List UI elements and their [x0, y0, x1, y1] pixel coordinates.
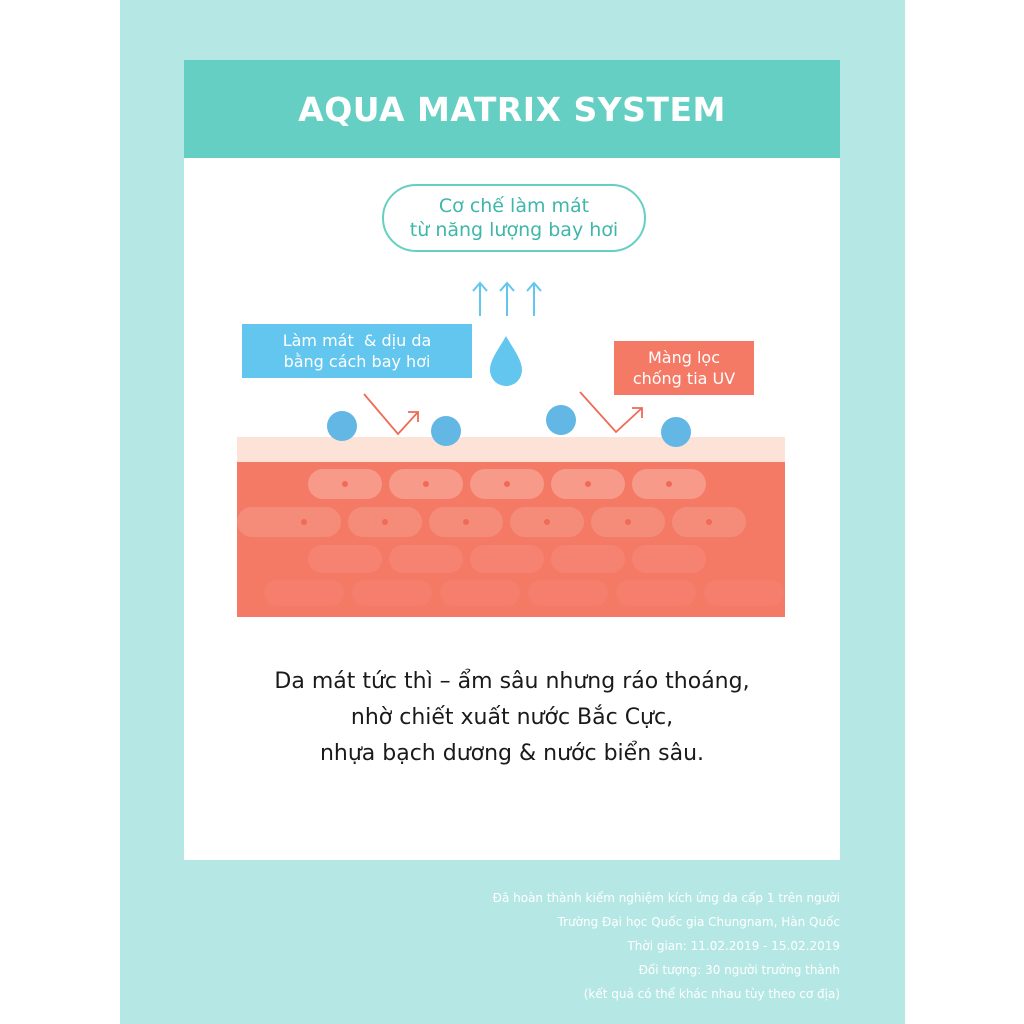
skin-cell-nucleus: [706, 519, 712, 525]
up-arrow-icon: [500, 283, 514, 316]
skin-cell: [264, 580, 344, 606]
footnote-line: Trường Đại học Quốc gia Chungnam, Hàn Quốc: [557, 915, 840, 929]
skin-cell-nucleus: [504, 481, 510, 487]
skin-cell-nucleus: [625, 519, 631, 525]
test-footnote: [280, 886, 840, 1006]
skin-cell-nucleus: [666, 481, 672, 487]
water-particle-icon: [431, 416, 461, 446]
description-line: nhựa bạch dương & nước biển sâu.: [319, 741, 705, 766]
skin-cell: [632, 545, 706, 573]
skin-diagram: [184, 60, 840, 660]
footnote-line: Thời gian: 11.02.2019 - 15.02.2019: [627, 939, 840, 953]
bubble-line: Cơ chế làm mát: [438, 195, 590, 217]
skin-cell-nucleus: [301, 519, 307, 525]
skin-cell: [237, 507, 341, 537]
bubble-line: từ năng lượng bay hơi: [409, 219, 619, 241]
product-description: [184, 664, 840, 772]
uv-filter-label-line: chống tia UV: [632, 369, 736, 388]
cooling-label: [242, 324, 472, 378]
cooling-label-line: Làm mát & dịu da: [282, 331, 432, 350]
skin-cell-nucleus: [585, 481, 591, 487]
description-line: Da mát tức thì – ẩm sâu nhưng ráo thoáng,: [274, 669, 750, 694]
water-drop-icon: [490, 336, 522, 386]
footnote-line: Đã hoàn thành kiểm nghiệm kích ứng da cấp 1 trên người: [492, 891, 840, 905]
uv-filter-label-line: Màng lọc: [647, 348, 721, 367]
skin-cell-nucleus: [463, 519, 469, 525]
evaporation-mechanism-bubble: [382, 184, 646, 252]
up-arrow-icon: [473, 283, 487, 316]
water-particle-icon: [327, 411, 357, 441]
uv-reflect-arrow-icon: [580, 392, 642, 432]
cooling-label-line: bằng cách bay hơi: [283, 352, 431, 371]
footnote-line: Đối tượng: 30 người trưởng thành: [638, 963, 840, 977]
skin-cell: [440, 580, 520, 606]
description-line: nhờ chiết xuất nước Bắc Cực,: [350, 705, 674, 730]
skin-cell-nucleus: [342, 481, 348, 487]
uv-filter-label: [614, 341, 754, 395]
skin-cell: [389, 545, 463, 573]
footnote-line: (kết quả có thể khác nhau tùy theo cơ địa): [583, 987, 840, 1001]
up-arrow-icon: [527, 283, 541, 316]
skin-cell: [308, 545, 382, 573]
card-title: AQUA MATRIX SYSTEM: [298, 89, 726, 129]
skin-cell: [528, 580, 608, 606]
skin-surface-layer: [237, 437, 785, 462]
skin-cell-nucleus: [382, 519, 388, 525]
skin-cell-nucleus: [423, 481, 429, 487]
skin-cell: [470, 545, 544, 573]
water-particle-icon: [661, 417, 691, 447]
uv-reflect-arrow-icon: [364, 394, 418, 434]
skin-cell: [704, 580, 784, 606]
skin-cell-nucleus: [544, 519, 550, 525]
water-particle-icon: [546, 405, 576, 435]
skin-cell: [352, 580, 432, 606]
skin-cell: [551, 545, 625, 573]
skin-cell: [616, 580, 696, 606]
